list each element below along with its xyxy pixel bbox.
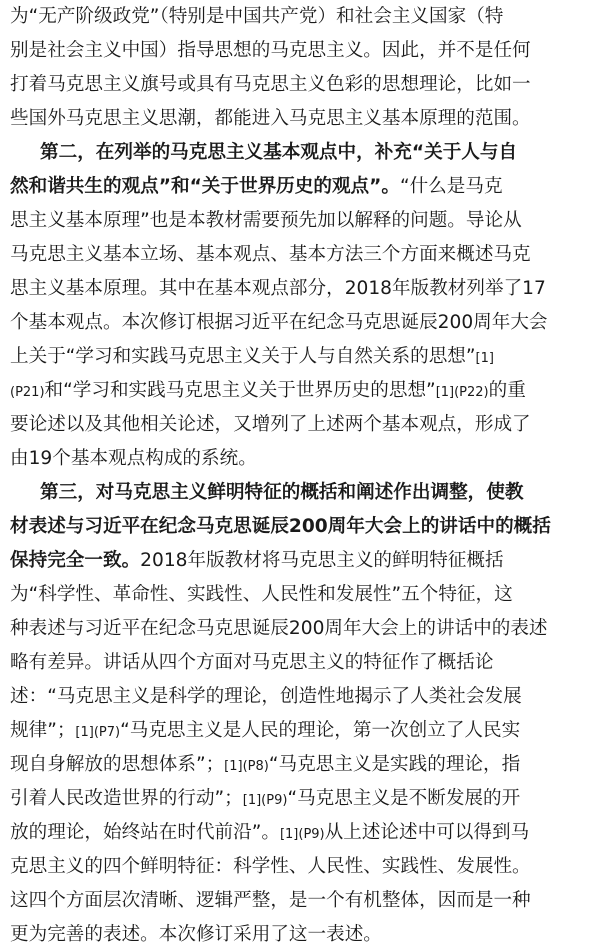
inline-text: 从上述论述中可以得到马 xyxy=(324,822,530,843)
text-line: 为“科学性、革命性、实践性、人民性和发展性”五个特征，这 xyxy=(10,584,513,605)
text-line: 马克思主义基本立场、基本观点、基本方法三个方面来概述马克 xyxy=(10,244,531,265)
text-line: 由19个基本观点构成的系统。 xyxy=(10,448,257,469)
inline-text: 放的理论，始终站在时代前沿”。 xyxy=(10,822,280,843)
text-line: 克思主义的四个鲜明特征：科学性、人民性、实践性、发展性。 xyxy=(10,856,531,877)
inline-text: 的重 xyxy=(488,380,526,401)
inline-text: 2018年版教材将马克思主义的鲜明特征概括 xyxy=(140,550,504,571)
text-line: 述：“马克思主义是科学的理论，创造性地揭示了人类社会发展 xyxy=(10,686,522,707)
text-line xyxy=(10,544,594,578)
citation-ref: [1] xyxy=(475,351,494,366)
citation-ref: [1](P7) xyxy=(75,725,121,740)
text-line xyxy=(10,782,594,816)
text-line: 打着马克思主义旗号或具有马克思主义色彩的思想理论，比如一 xyxy=(10,74,531,95)
inline-text: 上关于“学习和实践马克思主义关于人与自然关系的思想” xyxy=(10,346,476,367)
text-line xyxy=(10,374,594,408)
citation-ref: [1](P9) xyxy=(279,827,325,842)
text-line: 别是社会主义中国）指导思想的马克思主义。因此，并不是任何 xyxy=(10,40,531,61)
paragraph-2-heading: 第二，在列举的马克思主义基本观点中，补充“关于人与自 xyxy=(40,142,518,163)
bold-text: 然和谐共生的观点”和“关于世界历史的观点”。 xyxy=(10,176,400,197)
paragraph-3-heading: 第三，对马克思主义鲜明特征的概括和阐述作出调整，使教 xyxy=(40,482,524,503)
citation-ref: [1](P9) xyxy=(242,793,288,808)
text-line: 些国外马克思主义思潮，都能进入马克思主义基本原理的范围。 xyxy=(10,108,531,129)
inline-text: “马克思主义是不断发展的开 xyxy=(287,788,521,809)
citation-ref: [1](P22) xyxy=(435,385,489,400)
text-line xyxy=(10,748,594,782)
inline-text: 和“学习和实践马克思主义关于世界历史的思想” xyxy=(44,380,436,401)
text-line: 为“无产阶级政党”（特别是中国共产党）和社会主义国家（特 xyxy=(10,6,504,27)
text-line xyxy=(10,170,594,204)
text-line: 材表述与习近平在纪念马克思诞辰200周年大会上的讲话中的概括 xyxy=(10,516,551,537)
inline-text: “马克思主义是人民的理论，第一次创立了人民实 xyxy=(120,720,521,741)
inline-text: 规律”； xyxy=(10,720,76,741)
text-line: 思主义基本原理。其中在基本观点部分，2018年版教材列举了17 xyxy=(10,278,546,299)
text-line: 略有差异。讲话从四个方面对马克思主义的特征作了概括论 xyxy=(10,652,494,673)
text-line: 思主义基本原理”也是本教材需要预先加以解释的问题。导论从 xyxy=(10,210,522,231)
citation-ref: [1](P8) xyxy=(224,759,269,774)
inline-text: “马克思主义是实践的理论，指 xyxy=(268,754,521,775)
citation-ref: (P21) xyxy=(10,385,45,400)
text-line: 要论述以及其他相关论述，又增列了上述两个基本观点，形成了 xyxy=(10,414,531,435)
inline-text: “什么是马克 xyxy=(399,176,503,197)
text-line xyxy=(10,340,594,374)
inline-text: 现自身解放的思想体系”； xyxy=(10,754,225,775)
text-line: 这四个方面层次清晰、逻辑严整，是一个有机整体，因而是一种 xyxy=(10,890,531,911)
text-line xyxy=(10,714,594,748)
text-line: 种表述与习近平在纪念马克思诞辰200周年大会上的讲话中的表述 xyxy=(10,618,548,639)
text-line: 个基本观点。本次修订根据习近平在纪念马克思诞辰200周年大会 xyxy=(10,312,548,333)
text-line: 更为完善的表述。本次修订采用了这一表述。 xyxy=(10,924,382,945)
inline-text: 引着人民改造世界的行动”； xyxy=(10,788,243,809)
text-line xyxy=(10,816,594,850)
bold-text: 保持完全一致。 xyxy=(10,550,141,571)
